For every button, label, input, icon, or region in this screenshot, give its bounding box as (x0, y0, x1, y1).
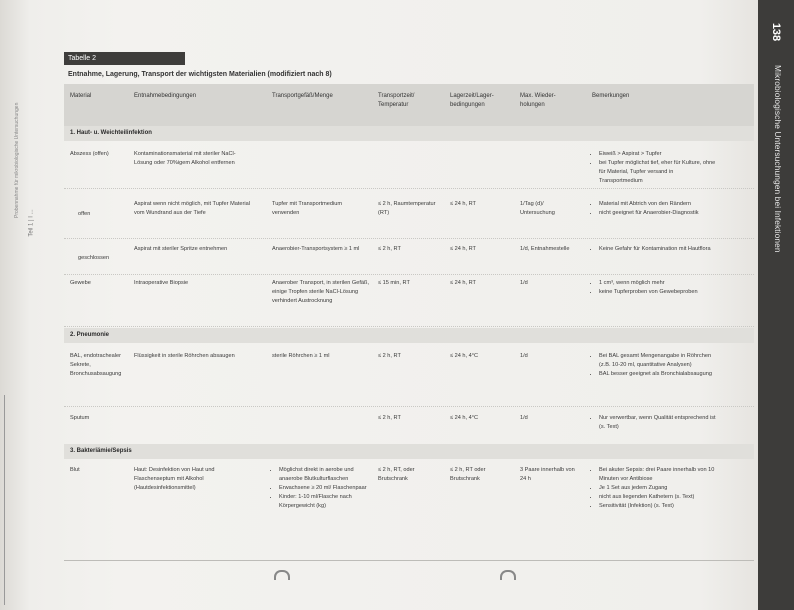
bemerkung-item: • Material mit Abtrich von den Rändern (599, 200, 717, 209)
cell-wdh: 1/d (520, 415, 528, 421)
cell-entnahme: Flüssigkeit in sterile Röhrchen absaugen (134, 353, 235, 359)
bemerkung-item: • nicht aus liegenden Kathetern (s. Text) (599, 493, 717, 502)
cell-wdh: 1/d, Entnahmestelle (520, 246, 570, 252)
cell-wdh: 1/d (520, 353, 528, 359)
cell-zeit: ≤ 2 h, RT (378, 353, 401, 359)
gefaess-item: • Erwachsene ≥ 20 ml/ Flaschenpaar (279, 484, 372, 493)
cell-bemerkungen (592, 245, 717, 254)
bemerkung-item: • Sensitivität (Infektion) (s. Text) (599, 502, 717, 511)
bemerkung-item: • Je 1 Set aus jedem Zugang (599, 484, 717, 493)
cell-wdh: 3 Paare innerhalb von 24 h (520, 467, 575, 482)
cell-bemerkungen (592, 414, 717, 432)
header-entnahme: Entnahmebedingungen (134, 93, 197, 99)
cell-zeit: ≤ 2 h, RT (378, 246, 401, 252)
header-lager: Lagerzeit/Lager-bedingungen (450, 93, 494, 108)
cell-gefaess: Tupfer mit Transportmedium verwenden (272, 201, 343, 216)
section-haut: 1. Haut- u. Weichteilinfektion (64, 126, 754, 141)
left-running-header: Probennahme für mikrobiologische Untersuchungen (14, 102, 20, 218)
table-row (64, 408, 754, 445)
table (64, 52, 754, 560)
table-row (64, 344, 754, 407)
bemerkung-item: • 1 cm³, wenn möglich mehr (599, 279, 717, 288)
chapter-side-tab (758, 0, 794, 610)
header-wdh: Max. Wieder-holungen (520, 93, 556, 108)
cell-material: Gewebe (70, 280, 91, 286)
gefaess-item: • Möglichst direkt in aerobe und anaerobe Blutkulturflaschen (279, 466, 372, 484)
cell-lager: ≤ 24 h, 4°C (450, 415, 479, 421)
cell-wdh: 1/Tag (d)/ Untersuchung (520, 201, 555, 216)
cell-lager: ≤ 24 h, RT (450, 280, 476, 286)
binder-ring-left (274, 570, 290, 580)
table-row (64, 192, 754, 239)
cell-gefaess (272, 466, 372, 511)
cell-wdh: 1/d (520, 280, 528, 286)
chapter-title: Mikrobiologische Untersuchungen bei Infektionen (773, 65, 783, 253)
cell-entnahme: Aspirat wenn nicht möglich, mit Tupfer Material vom Wundrand aus der Tiefe (134, 201, 250, 216)
gefaess-item: • Kinder: 1-10 ml/Flasche nach Körpergewicht (kg) (279, 493, 372, 511)
cell-lager: ≤ 24 h, 4°C (450, 353, 479, 359)
cell-gefaess: Anaerobier-Transportsystem ≥ 1 ml (272, 246, 360, 252)
section-pneumonie: 2. Pneumonie (64, 328, 754, 343)
table-header (64, 84, 754, 126)
cell-zeit: ≤ 2 h, Raumtemperatur (RT) (378, 201, 436, 216)
binder-ring-right (500, 570, 516, 580)
cell-material: BAL, endotrachealer Sekrete, Bronchusabsaugung (70, 353, 122, 377)
table-label: Tabelle 2 (64, 52, 185, 65)
cell-entnahme: Kontaminationsmaterial mit steriler NaCl-Lösung oder 70%igem Alkohol entfernen (134, 151, 236, 166)
header-zeit: Transportzeit/ Temperatur (378, 93, 415, 108)
left-margin-rule (4, 395, 5, 605)
cell-entnahme: Haut: Desinfektion von Haut und Flaschenseptum mit Alkohol (Hautdesinfektionsmittel) (134, 467, 215, 491)
cell-bemerkungen (592, 352, 717, 379)
cell-entnahme: Intraoperative Biopsie (134, 280, 189, 286)
cell-zeit: ≤ 15 min, RT (378, 280, 410, 286)
table-row (64, 142, 754, 189)
cell-material: Abszess (offen) (70, 151, 109, 157)
bemerkung-item: • keine Tupferproben von Gewebeproben (599, 288, 717, 297)
cell-gefaess: sterile Röhrchen ≥ 1 ml (272, 353, 330, 359)
cell-lager: ≤ 24 h, RT (450, 201, 476, 207)
bemerkung-item: • bei Tupfer möglichst tief, eher für Kulture, ohne für Material, Tupfer versand in Transportmedium (599, 159, 717, 186)
cell-material: offen (78, 211, 91, 217)
bemerkung-item: • Keine Gefahr für Kontamination mit Hautflora (599, 245, 717, 254)
header-bemerkungen: Bemerkungen (592, 93, 630, 99)
header-gefaess: Transportgefäß/Menge (272, 93, 333, 99)
cell-zeit: ≤ 2 h, RT, oder Brutschrank (378, 467, 415, 482)
table-row (64, 462, 754, 554)
table-title: Entnahme, Lagerung, Transport der wichtigsten Materialien (modifiziert nach 8) (68, 71, 332, 78)
cell-bemerkungen (592, 150, 717, 186)
table-row (64, 276, 754, 327)
cell-entnahme: Aspirat mit steriler Spritze entnehmen (134, 246, 228, 252)
section-sepsis: 3. Bakteriämie/Sepsis (64, 444, 754, 459)
header-material: Material (70, 93, 92, 99)
bemerkung-item: • Nur verwertbar, wenn Qualität entsprechend ist (s. Text) (599, 414, 717, 432)
page-number: 138 (770, 22, 782, 42)
bemerkung-item: • BAL besser geeignet als Bronchialabsaugung (599, 370, 717, 379)
cell-material: Blut (70, 467, 80, 473)
cell-gefaess: Anaerober Transport, in sterilen Gefäß, einige Tropfen sterile NaCl-Lösung verhindert Austrocknung (272, 280, 370, 304)
bemerkung-item: • nicht geeignet für Anaerobier-Diagnostik (599, 209, 717, 218)
cell-zeit: ≤ 2 h, RT (378, 415, 401, 421)
cell-bemerkungen (592, 200, 717, 218)
cell-bemerkungen (592, 466, 717, 511)
left-margin-mark: Teil 1 | I ... (28, 209, 35, 237)
bemerkung-item: • Bei BAL gesamt Mengenangabe in Röhrchen (z.B. 10-20 ml, quantitative Analysen) (599, 352, 717, 370)
bemerkung-item: • Eiweiß > Aspirat > Tupfer (599, 150, 717, 159)
cell-lager: ≤ 24 h, RT (450, 246, 476, 252)
cell-material: Sputum (70, 415, 90, 421)
bemerkung-item: • Bei akuter Sepsis: drei Paare innerhalb von 10 Minuten vor Antibiose (599, 466, 717, 484)
cell-lager: ≤ 2 h, RT oder Brutschrank (450, 467, 486, 482)
cell-material: geschlossen (78, 255, 110, 261)
bottom-rule (64, 560, 754, 561)
table-row (64, 242, 754, 275)
cell-bemerkungen (592, 279, 717, 297)
